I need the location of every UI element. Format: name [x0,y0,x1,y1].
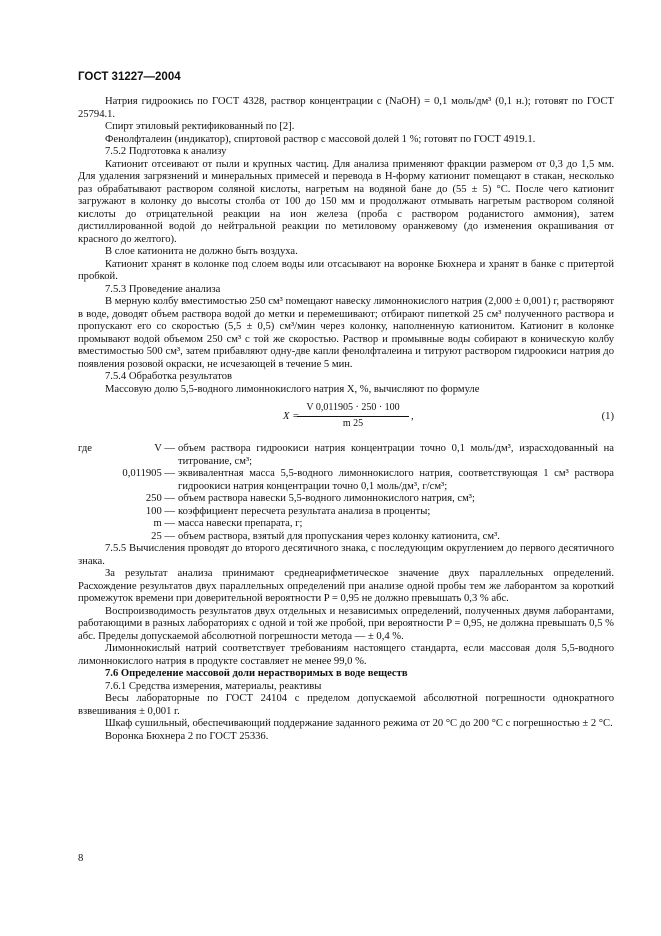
paragraph: Воспроизводимость результатов двух отдельных и независимых определений, полученных двумя лаборантами, работающими в разных лабораториях с одной и той же пробой, при вероятности P = 0,95, не должна превышать 0,5 % абс. Пределы допускаемой абсолютной погрешности метода — ± 0,4 %. [78,605,614,642]
definition-row [78,506,614,519]
definition-symbol: 25 — [151,530,175,542]
variable-definitions [78,443,614,543]
paragraph: За результат анализа принимают среднеарифметическое значение двух параллельных определений. Расхождение результатов двух параллельных определений при анализе одной пробы тем же лаборантом за короткий промежуток времени при доверительной вероятности P = 0,95 не должно превышать 0,3 % абс. [78,568,614,604]
formula-numerator: V 0,011905 · 250 · 100 [297,402,409,417]
paragraph: Катионит хранят в колонке под слоем воды или отсасывают на воронке Бюхнера и хранят в банке с притертой пробкой. [78,258,614,282]
paragraph: Воронка Бюхнера 2 по ГОСТ 25336. [105,730,269,742]
formula-fraction [297,402,409,430]
paragraph: Весы лабораторные по ГОСТ 24104 с пределом допускаемой абсолютной погрешности однократного взвешивания ± 0,001 г. [78,693,614,717]
formula-number: (1) [601,411,614,422]
definition-row [78,468,614,493]
definition-symbol: m — [153,518,175,529]
definition-row [78,443,614,468]
section-heading: 7.6.1 Средства измерения, материалы, реактивы [105,680,322,692]
page-body [78,96,614,743]
where-label: где [78,443,92,454]
definition-row [78,518,614,531]
formula-comma: , [411,411,414,422]
formula [78,399,614,439]
definition-text: объем раствора, взятый для пропускания через колонку катионита, см³. [178,530,500,542]
paragraph: 7.5.5 Вычисления проводят до второго десятичного знака, с последующим округлением до первого десятичного знака. [78,543,614,567]
paragraph: Фенолфталеин (индикатор), спиртовой раствор с массовой долей 1 %; готовят по ГОСТ 4919.1. [105,133,536,145]
page-number: 8 [78,853,84,864]
paragraph: Лимоннокислый натрий соответствует требованиям настоящего стандарта, если массовая доля 5,5-водного лимоннокислого натрия в продукте составляет не менее 99,0 %. [78,643,614,667]
section-heading-bold [78,668,614,681]
definition-text: масса навески препарата, г; [178,518,303,529]
definition-row [78,493,614,506]
definition-text: эквивалентная масса 5,5-водного лимоннокислого натрия, соответствующая 1 см³ раствора гидроокиси натрия концентрации точно 0,1 моль/дм³, г/см³; [178,468,614,492]
paragraph: В слое катионита не должно быть воздуха. [105,246,298,257]
formula-denominator: m 25 [342,417,364,429]
definition-text: объем раствора навески 5,5-водного лимоннокислого натрия, см³; [178,493,475,504]
section-heading: 7.5.4 Обработка результатов [105,371,232,382]
definition-text: объем раствора гидроокиси натрия концентрации точно 0,1 моль/дм³, израсходованный на титрование, см³; [178,443,614,467]
paragraph: Спирт этиловый ректификованный по [2]. [105,121,295,132]
definition-text: коэффициент пересчета результата анализа в проценты; [178,505,431,517]
paragraph: Натрия гидроокись по ГОСТ 4328, раствор концентрации c (NaOH) = 0,1 моль/дм³ (0,1 н.); готовят по ГОСТ 25794.1. [78,96,614,120]
section-heading-text: 7.6 Определение массовой доли нерастворимых в воде веществ [105,668,408,679]
definition-symbol: V — [154,443,175,454]
definition-symbol: 0,011905 — [122,468,175,479]
paragraph: Катионит отсеивают от пыли и крупных частиц. Для анализа применяют фракции размером от 0,3 до 1,5 мм. Для удаления загрязнений и минеральных примесей и перевода в H-форму катионит помещают в стакан, несколько раз обрабатывают раствором соляной кислоты, нагретым на водяной бане до (55 ± 5) °С. После чего катионит загружают в колонку до высоты столба от 100 до 150 мм и продолжают отмывать нагретым раствором соляной кислоты до отрицательной реакции на ион железа (проба с раствором роданистого аммония), затем дистиллированной водой до нейтральной реакции по метиловому оранжевому (до изменения окрашивания от красного до желтого). [78,158,614,245]
section-heading: 7.5.3 Проведение анализа [105,283,221,295]
paragraph: Шкаф сушильный, обеспечивающий поддержание заданного режима от 20 °С до 200 °С с погрешностью ± 2 °С. [105,718,613,729]
definition-symbol: 100 — [145,505,175,517]
paragraph: Массовую долю 5,5-водного лимоннокислого натрия X, %, вычисляют по формуле [105,383,480,395]
section-heading: 7.5.2 Подготовка к анализу [105,146,227,157]
formula-lhs: X = [283,411,300,422]
document-header: ГОСТ 31227—2004 [78,71,181,83]
paragraph: В мерную колбу вместимостью 250 см³ помещают навеску лимоннокислого натрия (2,000 ± 0,001) г, растворяют в воде, доводят объем раствора водой до метки и перемешивают; отбирают пипеткой 25 см³ полученного раствора и пропускают его со скоростью (5,5 ± 0,5) см³/мин через колонку, наполненную катионитом. Катионит в колонке промывают водой объемом 250 см³ с той же скоростью. Раствор и промывные воды собирают в коническую колбу вместимостью 500 см³, затем прибавляют одну-две капли фенолфталеина и титруют раствором гидроокиси натрия до появления розовой окраски, не исчезающей в течение 5 мин. [78,296,614,370]
definition-row [78,531,614,544]
definition-symbol: 250 — [145,493,175,504]
